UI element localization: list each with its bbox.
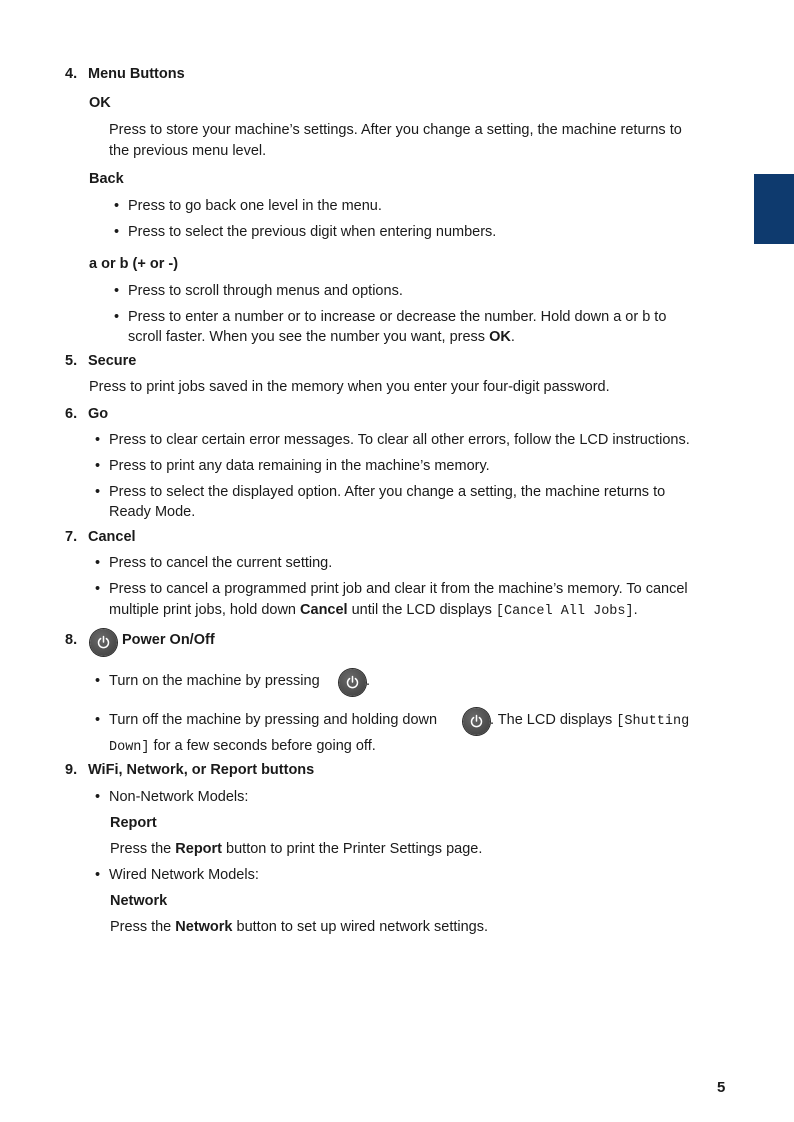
back-bullet-2: • Press to select the previous digit when entering numbers. (128, 222, 496, 242)
ok-bold: OK (489, 329, 511, 345)
ab-bullet-2-line1: • Press to enter a number or to increase or decrease the number. Hold down a or b to (128, 307, 666, 327)
cancel-bullet-2-line2 (109, 600, 638, 622)
non-network-bullet: • Non-Network Models: (109, 787, 248, 807)
section-7-heading (65, 527, 136, 547)
power-bullet-1-end: . (366, 673, 371, 689)
report-bold: Report (175, 841, 223, 857)
ab-subheading: a or b (+ or -) (89, 256, 179, 272)
text-run: button to set up wired network settings. (232, 919, 488, 935)
text-run: Press the (110, 919, 176, 935)
section-number: 9. (65, 762, 78, 778)
wired-network-bullet: • Wired Network Models: (109, 865, 259, 885)
power-icon (90, 629, 117, 656)
chapter-tab (754, 174, 794, 244)
power-bullet-2-line2 (109, 736, 376, 758)
power-bullet-1 (109, 671, 320, 691)
text-run: scroll faster. When you see the number you want, press (128, 329, 490, 345)
text-run: . (633, 602, 638, 618)
section-title: WiFi, Network, or Report buttons (88, 762, 315, 778)
section-4-heading (65, 64, 185, 84)
cancel-bullet-1: • Press to cancel the current setting. (109, 553, 332, 573)
section-title: Menu Buttons (88, 66, 185, 82)
lcd-message: Down] (109, 740, 150, 755)
section-8-heading (65, 630, 88, 650)
text-run: until the LCD displays (347, 602, 496, 618)
text-run: multiple print jobs, hold down (109, 602, 301, 618)
network-subheading: Network (110, 893, 168, 909)
section-number: 4. (65, 66, 78, 82)
cancel-bold: Cancel (300, 602, 348, 618)
cancel-bullet-2-line1: • Press to cancel a programmed print job and clear it from the machine’s memory. To cancel (109, 579, 688, 599)
ab-bullet-1: • Press to scroll through menus and options. (128, 281, 403, 301)
power-heading-title: Power On/Off (122, 632, 215, 648)
go-bullet-2: • Press to print any data remaining in the machine’s memory. (109, 456, 490, 476)
go-bullet-3-line1: • Press to select the displayed option. After you change a setting, the machine returns to (109, 482, 665, 502)
text-run: button to print the Printer Settings page. (222, 841, 483, 857)
section-title: Secure (88, 353, 137, 369)
ab-bullet-2-line2 (128, 327, 515, 347)
section-number: 8. (65, 632, 78, 648)
go-bullet-3-line2: Ready Mode. (109, 504, 196, 520)
power-bullet-2-tail (490, 710, 689, 732)
lcd-message: [Shutting (616, 714, 690, 729)
power-icon (339, 669, 366, 696)
text-run: for a few seconds before going off. (149, 738, 376, 754)
ok-description-line1: Press to store your machine’s settings. After you change a setting, the machine returns to (109, 122, 682, 138)
section-9-heading (65, 760, 314, 780)
text-run: . The LCD displays (490, 712, 617, 728)
section-number: 7. (65, 529, 78, 545)
power-bullet-2-line1: • Turn off the machine by pressing and holding down (109, 710, 437, 730)
text-run: Turn on the machine by pressing (109, 673, 320, 689)
section-number: 5. (65, 353, 78, 369)
section-title: Cancel (88, 529, 136, 545)
lcd-message: [Cancel All Jobs] (495, 604, 634, 619)
power-icon (463, 708, 490, 735)
section-6-heading (65, 404, 108, 424)
section-5-heading (65, 351, 136, 371)
report-subheading: Report (110, 815, 157, 831)
text-run: Press the (110, 841, 176, 857)
section-title: Go (88, 406, 109, 422)
back-subheading: Back (89, 171, 124, 187)
secure-description: Press to print jobs saved in the memory when you enter your four-digit password. (89, 379, 610, 395)
section-number: 6. (65, 406, 78, 422)
back-bullet-1: • Press to go back one level in the menu. (128, 196, 382, 216)
network-description (110, 917, 488, 937)
report-description (110, 839, 482, 859)
ok-subheading: OK (89, 95, 111, 111)
go-bullet-1: • Press to clear certain error messages. To clear all other errors, follow the LCD instructions. (109, 430, 690, 450)
text-run: . (510, 329, 515, 345)
page-number: 5 (717, 1079, 726, 1096)
network-bold: Network (175, 919, 233, 935)
ok-description-line2: the previous menu level. (109, 143, 267, 159)
